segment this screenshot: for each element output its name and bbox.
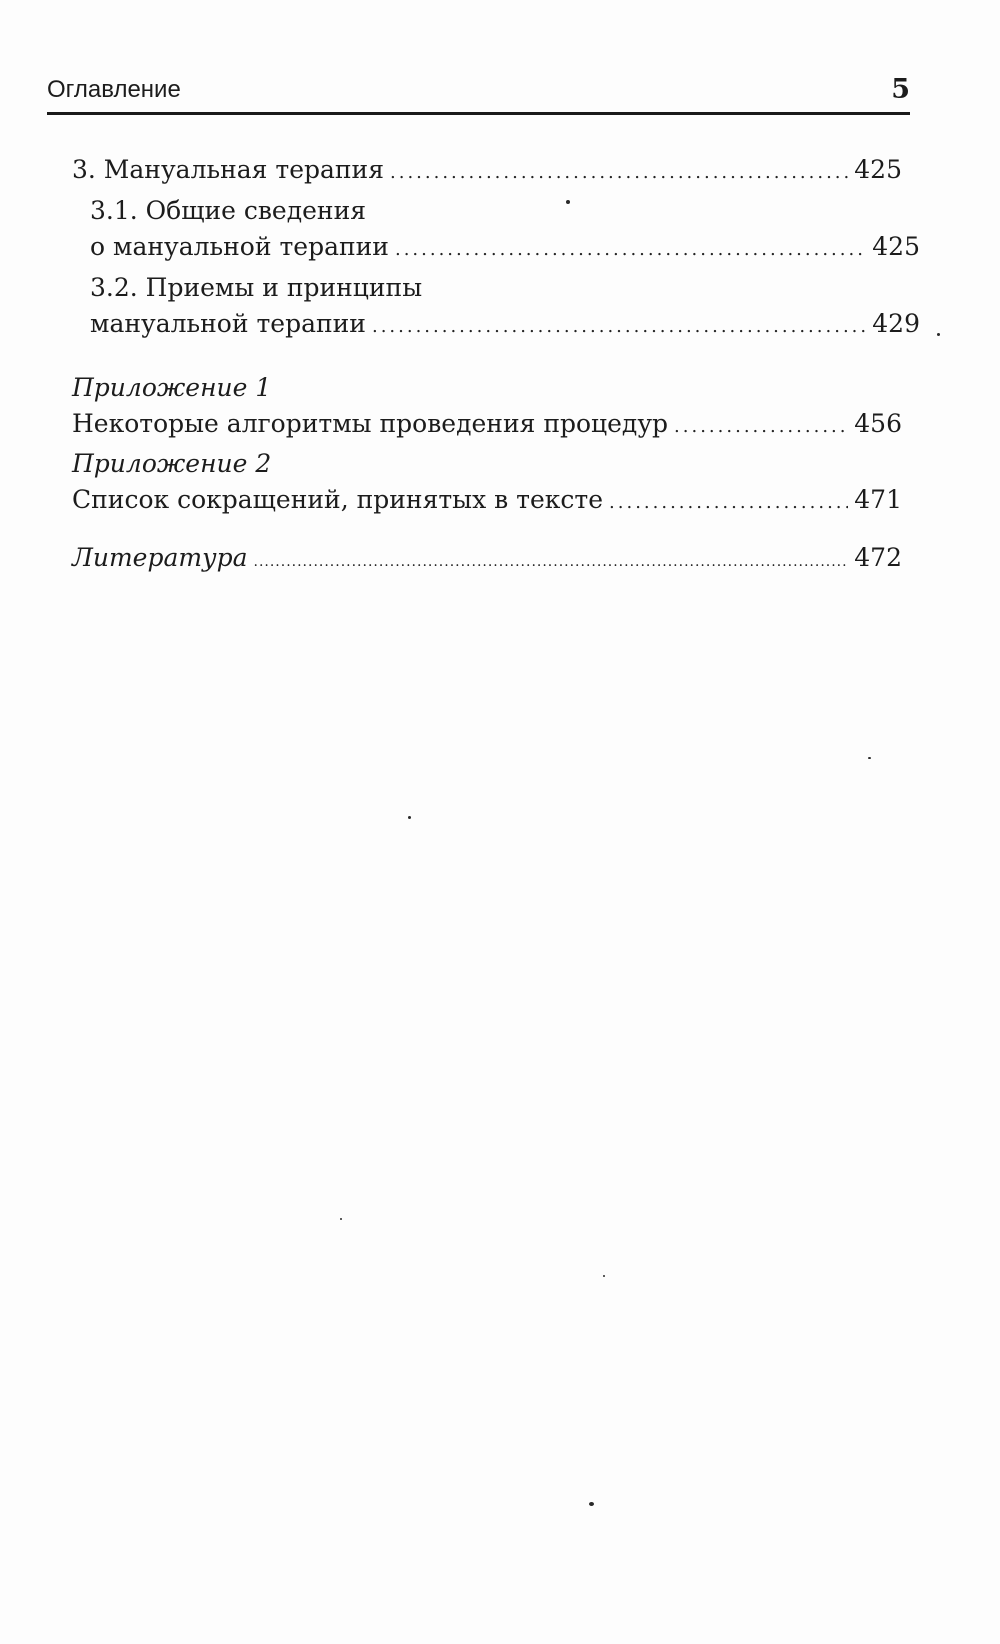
print-speck (408, 816, 411, 819)
toc-entry-title: 3. Мануальная терапия (72, 155, 384, 184)
toc-entry-literature[interactable] (72, 540, 902, 576)
toc-entry-page: 425 (854, 155, 902, 184)
appendix-label: Приложение 1 (72, 373, 272, 402)
header-rule (47, 112, 910, 115)
print-speck (868, 757, 871, 759)
dot-leader (395, 232, 866, 268)
toc-entry-section-3-2[interactable] (72, 270, 920, 342)
dot-leader (390, 155, 848, 191)
print-speck (566, 200, 570, 204)
toc-entry-title-line-1: 3.1. Общие сведения (90, 196, 367, 225)
toc-entry-page: 429 (872, 309, 920, 338)
page-number: 5 (891, 74, 910, 105)
print-speck (340, 1218, 342, 1220)
dot-leader (609, 485, 848, 521)
toc-entry-page: 425 (872, 232, 920, 261)
toc-entry-title-line-2: о мануальной терапии (90, 232, 389, 261)
toc-entry-section-3-1[interactable] (72, 193, 920, 265)
toc-entry-page: 456 (854, 409, 902, 438)
table-of-contents (72, 152, 920, 576)
toc-entry-title-line-2: мануальной терапии (90, 309, 366, 338)
dot-leader (254, 544, 849, 580)
print-speck (589, 1502, 594, 1506)
running-title: Оглавление (47, 76, 181, 103)
toc-entry-appendix-1[interactable] (72, 370, 902, 442)
print-speck (937, 333, 940, 336)
toc-entry-title: Некоторые алгоритмы проведения процедур (72, 409, 669, 438)
toc-entry-title: Список сокращений, принятых в тексте (72, 485, 604, 514)
toc-entry-page: 472 (854, 543, 902, 572)
dot-leader (674, 409, 848, 445)
dot-leader (372, 309, 866, 345)
toc-entry-title: Литература (72, 543, 248, 572)
toc-entry-appendix-2[interactable] (72, 446, 902, 518)
running-head (47, 74, 910, 114)
toc-entry-title-line-1: 3.2. Приемы и принципы (90, 273, 423, 302)
print-speck (603, 1275, 605, 1277)
toc-entry-chapter-3[interactable] (72, 152, 902, 188)
toc-entry-page: 471 (854, 485, 902, 514)
appendix-label: Приложение 2 (72, 449, 272, 478)
